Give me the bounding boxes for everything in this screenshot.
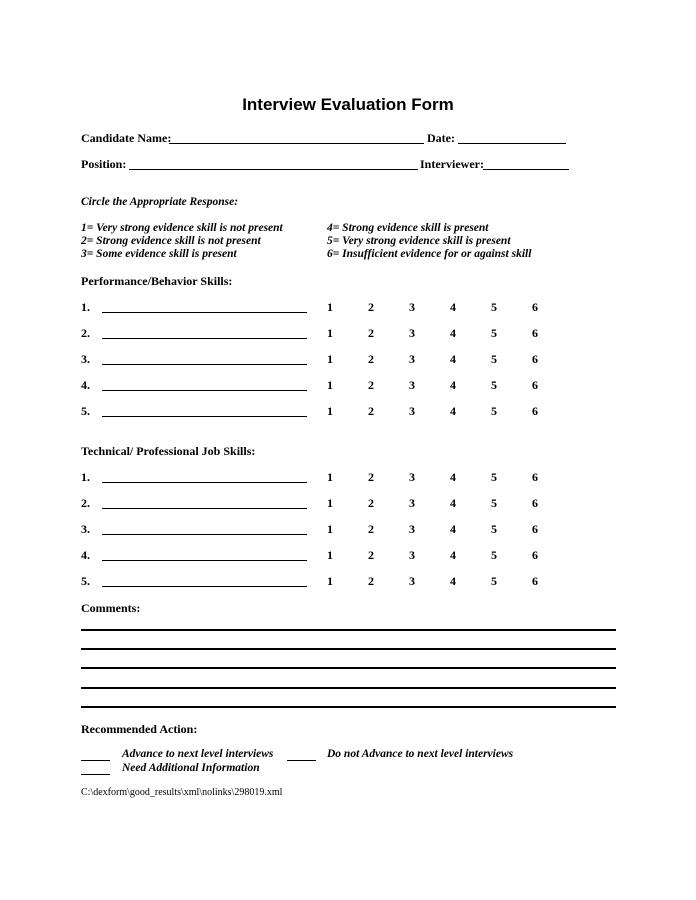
legend-item: 2= Strong evidence skill is not present: [81, 235, 261, 247]
skill-row-number: 2.: [81, 326, 90, 340]
date-label: Date:: [427, 131, 455, 145]
rating-option[interactable]: 5: [491, 378, 497, 392]
interviewer-field[interactable]: [483, 157, 569, 170]
rating-option[interactable]: 3: [409, 378, 415, 392]
interviewer-label: Interviewer:: [420, 157, 484, 171]
not-advance-checkbox[interactable]: [287, 748, 316, 761]
rating-option[interactable]: 4: [450, 378, 456, 392]
rating-option[interactable]: 6: [532, 522, 538, 536]
rating-option[interactable]: 5: [491, 300, 497, 314]
skill-name-field[interactable]: [102, 404, 307, 417]
rating-option[interactable]: 3: [409, 574, 415, 588]
comment-line[interactable]: [81, 629, 616, 631]
skill-name-field[interactable]: [102, 548, 307, 561]
comment-line[interactable]: [81, 667, 616, 669]
rating-option[interactable]: 6: [532, 352, 538, 366]
rating-option[interactable]: 5: [491, 548, 497, 562]
legend-item: 3= Some evidence skill is present: [81, 248, 237, 260]
recommended-heading: Recommended Action:: [81, 722, 198, 736]
rating-option[interactable]: 4: [450, 326, 456, 340]
rating-option[interactable]: 3: [409, 496, 415, 510]
skill-name-field[interactable]: [102, 352, 307, 365]
skill-row-number: 4.: [81, 378, 90, 392]
rating-option[interactable]: 3: [409, 300, 415, 314]
skill-name-field[interactable]: [102, 378, 307, 391]
comments-label: Comments:: [81, 601, 141, 615]
rating-option[interactable]: 3: [409, 548, 415, 562]
skill-row-number: 4.: [81, 548, 90, 562]
legend-item: 6= Insufficient evidence for or against skill: [327, 248, 532, 260]
rating-option[interactable]: 4: [450, 300, 456, 314]
candidate-name-label: Candidate Name:: [81, 131, 172, 145]
skill-row-number: 3.: [81, 522, 90, 536]
rating-option[interactable]: 5: [491, 496, 497, 510]
rating-option[interactable]: 6: [532, 574, 538, 588]
rating-option[interactable]: 1: [327, 574, 333, 588]
rating-option[interactable]: 1: [327, 470, 333, 484]
rating-option[interactable]: 2: [368, 496, 374, 510]
date-field[interactable]: [458, 131, 566, 144]
skill-name-field[interactable]: [102, 496, 307, 509]
position-field[interactable]: [129, 157, 418, 170]
rating-option[interactable]: 3: [409, 470, 415, 484]
rating-option[interactable]: 6: [532, 496, 538, 510]
rating-option[interactable]: 4: [450, 470, 456, 484]
skill-name-field[interactable]: [102, 470, 307, 483]
advance-checkbox[interactable]: [81, 748, 110, 761]
rating-option[interactable]: 1: [327, 352, 333, 366]
advance-option-label: Advance to next level interviews: [122, 748, 274, 760]
rating-option[interactable]: 2: [368, 326, 374, 340]
rating-option[interactable]: 1: [327, 548, 333, 562]
skill-row-number: 2.: [81, 496, 90, 510]
rating-option[interactable]: 2: [368, 352, 374, 366]
rating-option[interactable]: 6: [532, 378, 538, 392]
instructions-heading: Circle the Appropriate Response:: [81, 196, 239, 208]
rating-option[interactable]: 2: [368, 470, 374, 484]
rating-option[interactable]: 5: [491, 522, 497, 536]
rating-option[interactable]: 1: [327, 522, 333, 536]
rating-option[interactable]: 2: [368, 300, 374, 314]
rating-option[interactable]: 3: [409, 352, 415, 366]
page-title: Interview Evaluation Form: [242, 95, 454, 114]
rating-option[interactable]: 3: [409, 522, 415, 536]
skill-name-field[interactable]: [102, 522, 307, 535]
section-heading-technical: Technical/ Professional Job Skills:: [81, 444, 256, 458]
rating-option[interactable]: 5: [491, 404, 497, 418]
legend-item: 4= Strong evidence skill is present: [327, 222, 489, 234]
rating-option[interactable]: 4: [450, 352, 456, 366]
rating-option[interactable]: 1: [327, 326, 333, 340]
rating-option[interactable]: 1: [327, 378, 333, 392]
skill-row-number: 5.: [81, 404, 90, 418]
legend-item: 1= Very strong evidence skill is not present: [81, 222, 283, 234]
rating-option[interactable]: 5: [491, 574, 497, 588]
skill-row-number: 5.: [81, 574, 90, 588]
comment-line[interactable]: [81, 687, 616, 689]
rating-option[interactable]: 1: [327, 496, 333, 510]
comment-line[interactable]: [81, 648, 616, 650]
rating-option[interactable]: 4: [450, 522, 456, 536]
skill-name-field[interactable]: [102, 326, 307, 339]
candidate-name-field[interactable]: [169, 131, 424, 144]
rating-option[interactable]: 3: [409, 404, 415, 418]
rating-option[interactable]: 2: [368, 548, 374, 562]
skill-name-field[interactable]: [102, 300, 307, 313]
rating-option[interactable]: 6: [532, 404, 538, 418]
rating-option[interactable]: 2: [368, 574, 374, 588]
rating-option[interactable]: 4: [450, 496, 456, 510]
skill-row-number: 3.: [81, 352, 90, 366]
rating-option[interactable]: 2: [368, 404, 374, 418]
not-advance-option-label: Do not Advance to next level interviews: [327, 748, 514, 760]
footer-file-path: C:\dexform\good_results\xml\nolinks\298019.xml: [81, 787, 283, 798]
skill-row-number: 1.: [81, 300, 90, 314]
skill-row-number: 1.: [81, 470, 90, 484]
comment-line[interactable]: [81, 706, 616, 708]
rating-option[interactable]: 3: [409, 326, 415, 340]
section-heading-performance: Performance/Behavior Skills:: [81, 274, 233, 288]
rating-option[interactable]: 6: [532, 326, 538, 340]
rating-option[interactable]: 5: [491, 470, 497, 484]
rating-option[interactable]: 4: [450, 404, 456, 418]
rating-option[interactable]: 6: [532, 470, 538, 484]
rating-option[interactable]: 6: [532, 300, 538, 314]
rating-option[interactable]: 5: [491, 326, 497, 340]
rating-option[interactable]: 4: [450, 548, 456, 562]
rating-option[interactable]: 2: [368, 522, 374, 536]
legend-item: 5= Very strong evidence skill is present: [327, 235, 511, 247]
rating-option[interactable]: 6: [532, 548, 538, 562]
rating-option[interactable]: 5: [491, 352, 497, 366]
position-label: Position:: [81, 157, 127, 171]
rating-option[interactable]: 1: [327, 404, 333, 418]
rating-option[interactable]: 1: [327, 300, 333, 314]
rating-option[interactable]: 4: [450, 574, 456, 588]
more-info-option-label: Need Additional Information: [122, 762, 260, 774]
more-info-checkbox[interactable]: [81, 762, 110, 775]
rating-option[interactable]: 2: [368, 378, 374, 392]
skill-name-field[interactable]: [102, 574, 307, 587]
